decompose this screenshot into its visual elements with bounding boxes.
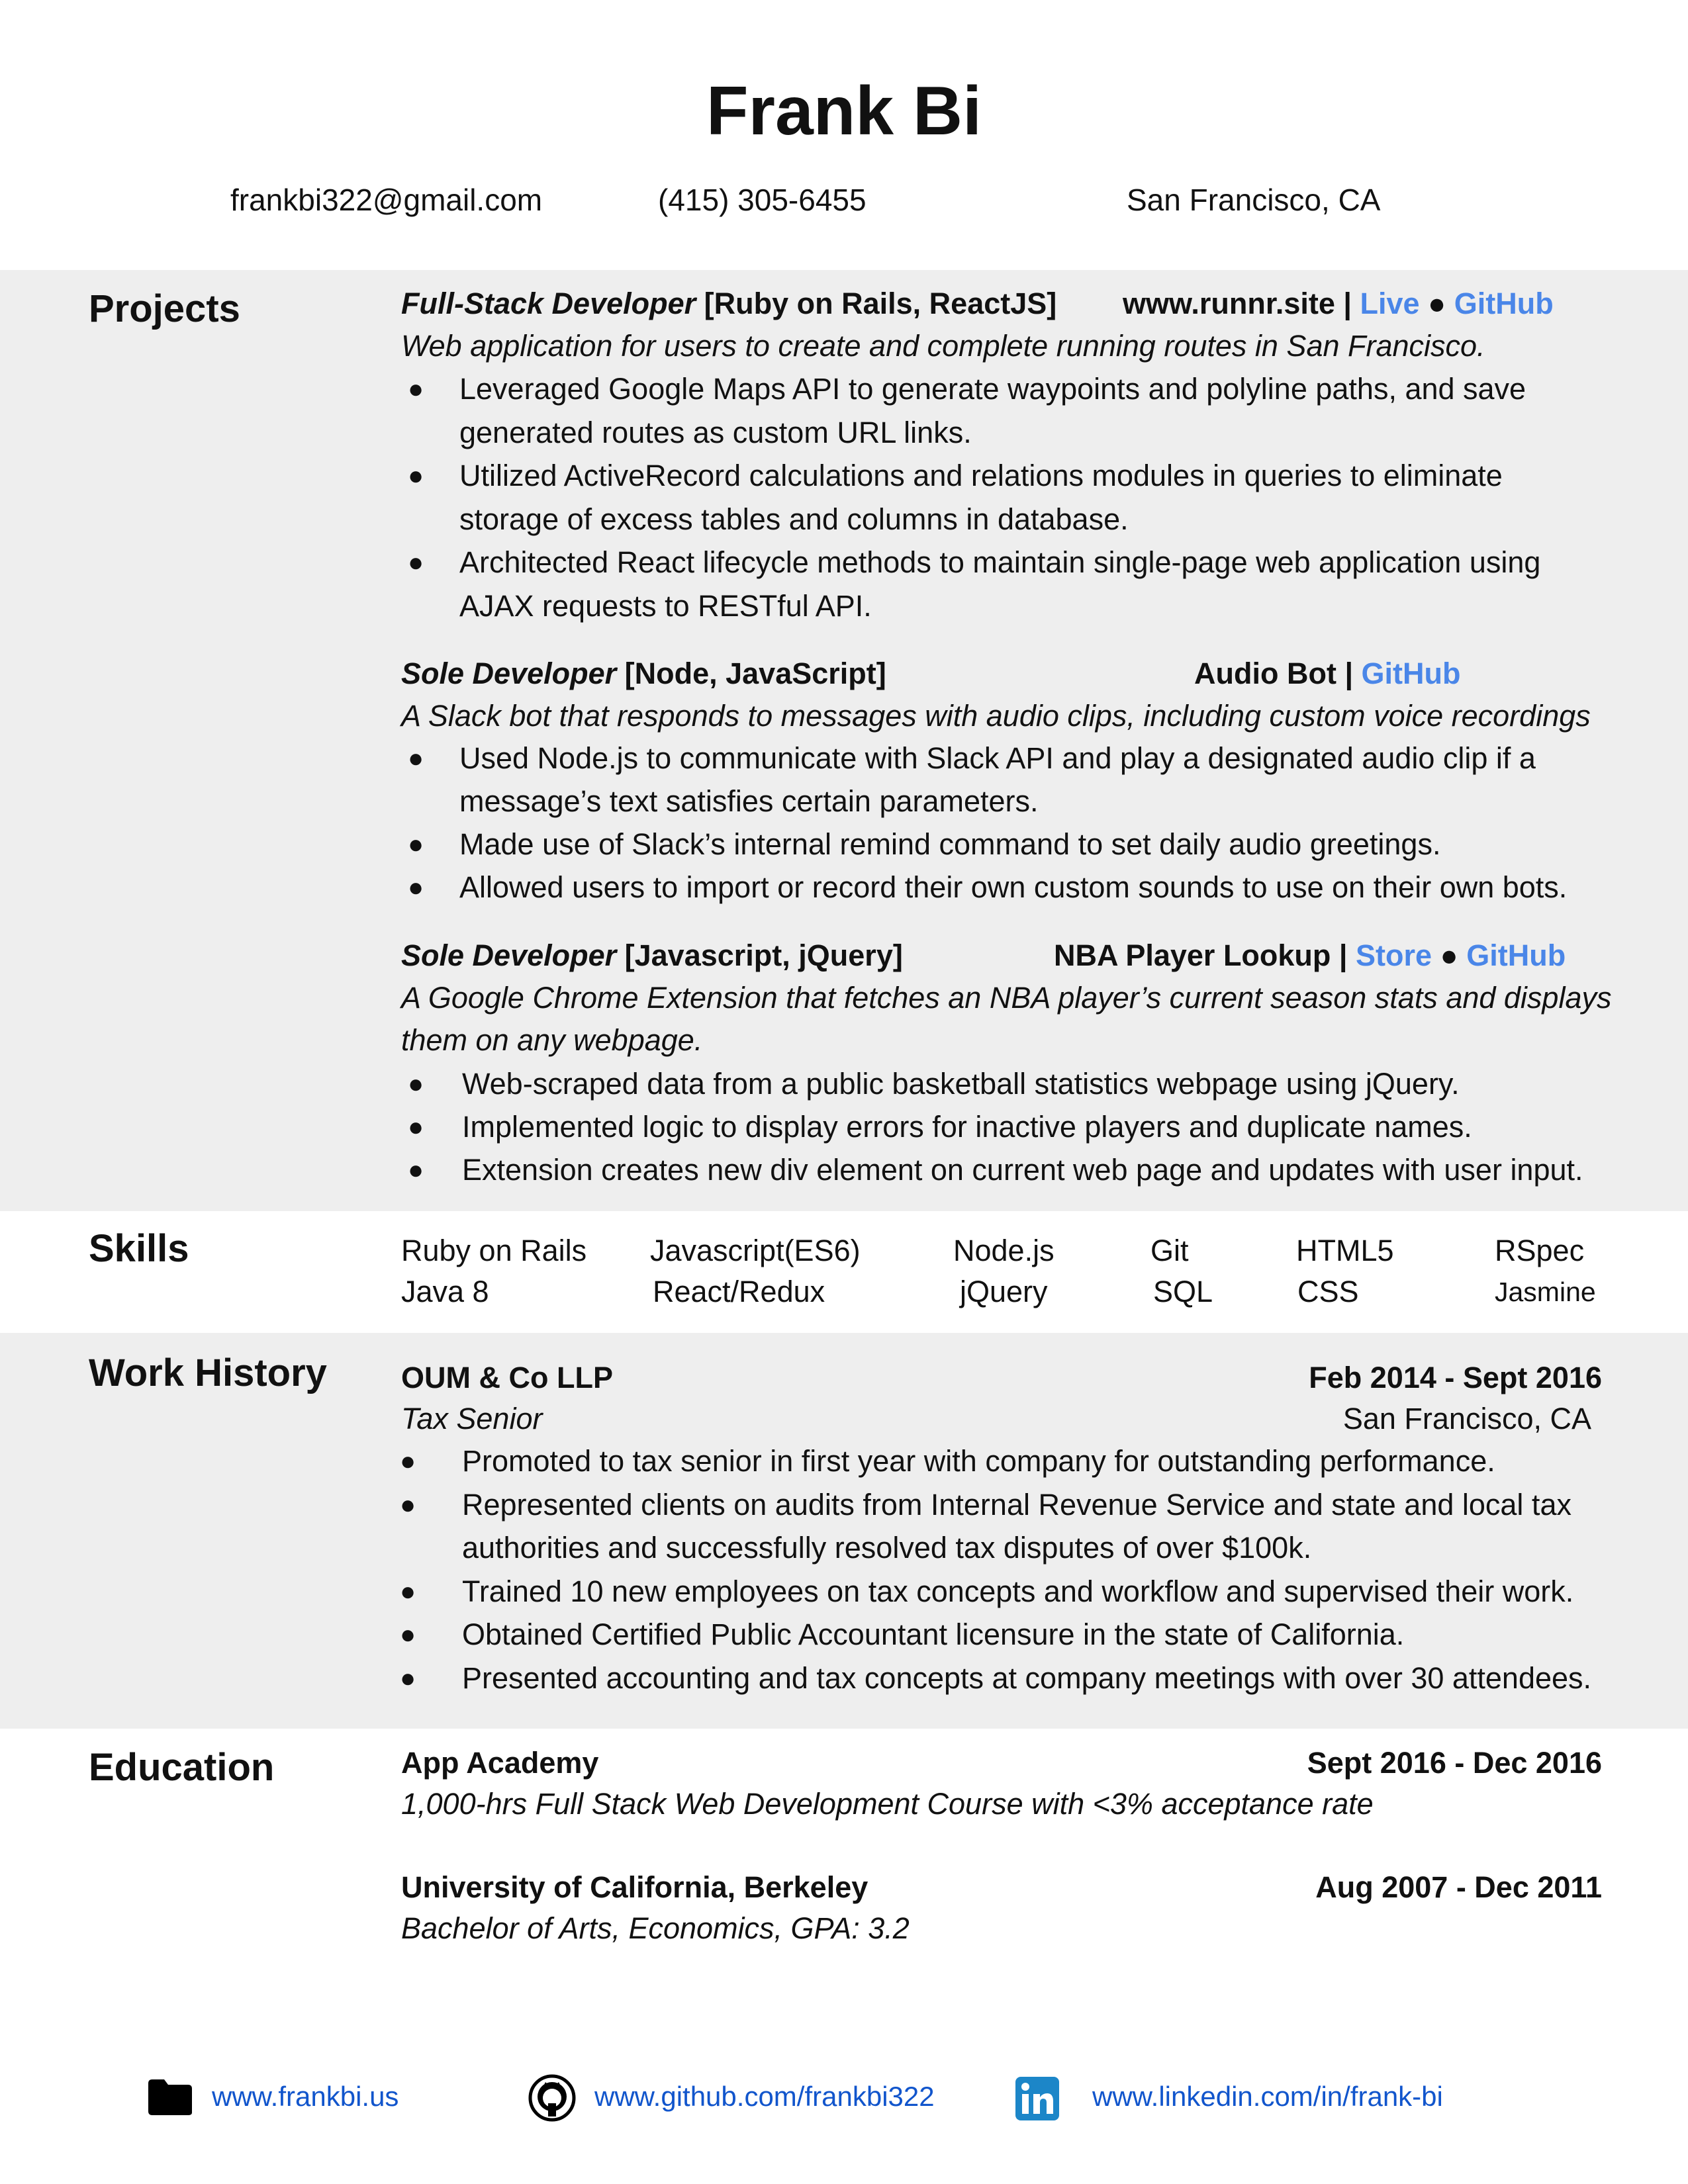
bullet-icon: ● (400, 1447, 416, 1476)
bullet-text: Extension creates new div element on current web page and updates with user input. (462, 1153, 1583, 1187)
project-role: Full-Stack Developer (401, 287, 696, 320)
bullet-text: AJAX requests to RESTful API. (459, 588, 872, 623)
bullet-text: Web-scraped data from a public basketball statistics webpage using jQuery. (462, 1067, 1460, 1101)
project-stack: [Javascript, jQuery] (616, 938, 903, 972)
job-title: Tax Senior (401, 1402, 543, 1435)
bullet-text: Promoted to tax senior in first year with company for outstanding performance. (462, 1444, 1495, 1478)
section-title-projects: Projects (89, 287, 240, 330)
section-title-education: Education (89, 1746, 275, 1789)
project-description: Web application for users to create and complete running routes in San Francisco. (401, 329, 1485, 363)
section-title-skills: Skills (89, 1227, 189, 1270)
project-role: Sole Developer (401, 938, 617, 972)
project-site: NBA Player Lookup (1054, 938, 1331, 972)
bullet-text: Represented clients on audits from Internal Revenue Service and state and local tax (462, 1487, 1571, 1522)
skill-item: jQuery (960, 1275, 1048, 1308)
bullet-icon: ● (408, 461, 424, 490)
bullet-icon: ● (400, 1576, 416, 1606)
project-description: A Google Chrome Extension that fetches an NBA player’s current season stats and displays (401, 981, 1612, 1015)
github-icon (528, 2074, 576, 2122)
education-detail: 1,000-hrs Full Stack Web Development Course with <3% acceptance rate (401, 1787, 1374, 1821)
location: San Francisco, CA (1127, 183, 1381, 217)
project-1-heading (401, 283, 1056, 325)
bullet-icon: ● (408, 744, 424, 773)
store-link[interactable]: Store (1356, 938, 1432, 972)
skill-item: HTML5 (1296, 1234, 1394, 1267)
github-link[interactable]: GitHub (1454, 287, 1554, 320)
bullet-text: Used Node.js to communicate with Slack API and play a designated audio clip if a (459, 741, 1536, 775)
bullet-icon: ● (400, 1490, 416, 1520)
bullet-text: Made use of Slack’s internal remind command to set daily audio greetings. (459, 827, 1441, 861)
project-site: Audio Bot (1194, 657, 1336, 690)
phone: (415) 305-6455 (658, 183, 867, 217)
website-link[interactable]: www.frankbi.us (212, 2081, 399, 2112)
skill-item: Jasmine (1495, 1277, 1596, 1307)
bullet-text: Allowed users to import or record their own custom sounds to use on their own bots. (459, 870, 1568, 904)
bullet-text: Obtained Certified Public Accountant licensure in the state of California. (462, 1617, 1405, 1651)
bullet-text: Leveraged Google Maps API to generate waypoints and polyline paths, and save (459, 372, 1526, 406)
school-name: University of California, Berkeley (401, 1870, 868, 1904)
skill-item: Java 8 (401, 1275, 489, 1308)
bullet-text: generated routes as custom URL links. (459, 415, 972, 449)
email[interactable]: frankbi322@gmail.com (230, 183, 543, 217)
skill-item: Javascript(ES6) (650, 1234, 861, 1267)
bullet-icon: ● (400, 1620, 416, 1649)
github-link[interactable]: GitHub (1466, 938, 1566, 972)
skill-item: Git (1150, 1234, 1189, 1267)
education-dates: Aug 2007 - Dec 2011 (1315, 1870, 1602, 1904)
project-3-links: NBA Player Lookup | Store ● GitHub (1054, 938, 1566, 972)
project-description: A Slack bot that responds to messages with audio clips, including custom voice recordings (401, 699, 1591, 733)
bullet-icon: ● (408, 375, 424, 404)
skill-item: RSpec (1495, 1234, 1585, 1267)
work-location: San Francisco, CA (1342, 1402, 1591, 1435)
education-detail: Bachelor of Arts, Economics, GPA: 3.2 (401, 1911, 910, 1945)
bullet-icon: ● (408, 830, 424, 859)
bullet-text: Trained 10 new employees on tax concepts and workflow and supervised their work. (462, 1574, 1574, 1608)
linkedin-icon (1015, 2077, 1059, 2120)
project-role: Sole Developer (401, 657, 617, 690)
page-title: Frank Bi (706, 73, 982, 150)
skill-item: SQL (1153, 1275, 1213, 1308)
bullet-text: Presented accounting and tax concepts at company meetings with over 30 attendees. (462, 1661, 1592, 1695)
bullet-icon: ● (408, 873, 424, 902)
skill-item: Node.js (953, 1234, 1055, 1267)
project-stack: [Node, JavaScript] (616, 657, 886, 690)
bullet-text: authorities and successfully resolved tax disputes of over $100k. (462, 1531, 1312, 1565)
bullet-text: Architected React lifecycle methods to maintain single-page web application using (459, 545, 1541, 579)
folder-icon (147, 2078, 193, 2116)
bullet-text: Implemented logic to display errors for inactive players and duplicate names. (462, 1110, 1472, 1144)
skill-item: React/Redux (653, 1275, 825, 1308)
bullet-icon: ● (400, 1663, 416, 1693)
project-1-links: www.runnr.site | Live ● GitHub (1123, 287, 1554, 320)
github-link[interactable]: GitHub (1361, 657, 1461, 690)
skill-item: CSS (1297, 1275, 1359, 1308)
project-2-heading (401, 653, 886, 695)
section-title-work: Work History (89, 1351, 327, 1394)
work-dates: Feb 2014 - Sept 2016 (1309, 1361, 1602, 1394)
bullet-text: Utilized ActiveRecord calculations and relations modules in queries to eliminate (459, 459, 1503, 492)
bullet-icon: ● (408, 1113, 424, 1142)
education-dates: Sept 2016 - Dec 2016 (1307, 1746, 1602, 1780)
project-description: them on any webpage. (401, 1023, 703, 1057)
project-site: www.runnr.site (1123, 287, 1335, 320)
project-stack: [Ruby on Rails, ReactJS] (696, 287, 1057, 320)
github-profile-link[interactable]: www.github.com/frankbi322 (594, 2081, 935, 2112)
company-name: OUM & Co LLP (401, 1361, 613, 1394)
project-2-links: Audio Bot | GitHub (1194, 657, 1461, 690)
linkedin-profile-link[interactable]: www.linkedin.com/in/frank-bi (1092, 2081, 1443, 2112)
bullet-text: storage of excess tables and columns in database. (459, 502, 1129, 536)
skill-item: Ruby on Rails (401, 1234, 587, 1267)
school-name: App Academy (401, 1746, 599, 1780)
project-3-heading (401, 934, 903, 977)
live-link[interactable]: Live (1360, 287, 1420, 320)
bullet-icon: ● (408, 1156, 424, 1185)
bullet-text: message’s text satisfies certain parameters. (459, 784, 1039, 818)
bullet-icon: ● (408, 548, 424, 577)
bullet-icon: ● (408, 1069, 424, 1099)
